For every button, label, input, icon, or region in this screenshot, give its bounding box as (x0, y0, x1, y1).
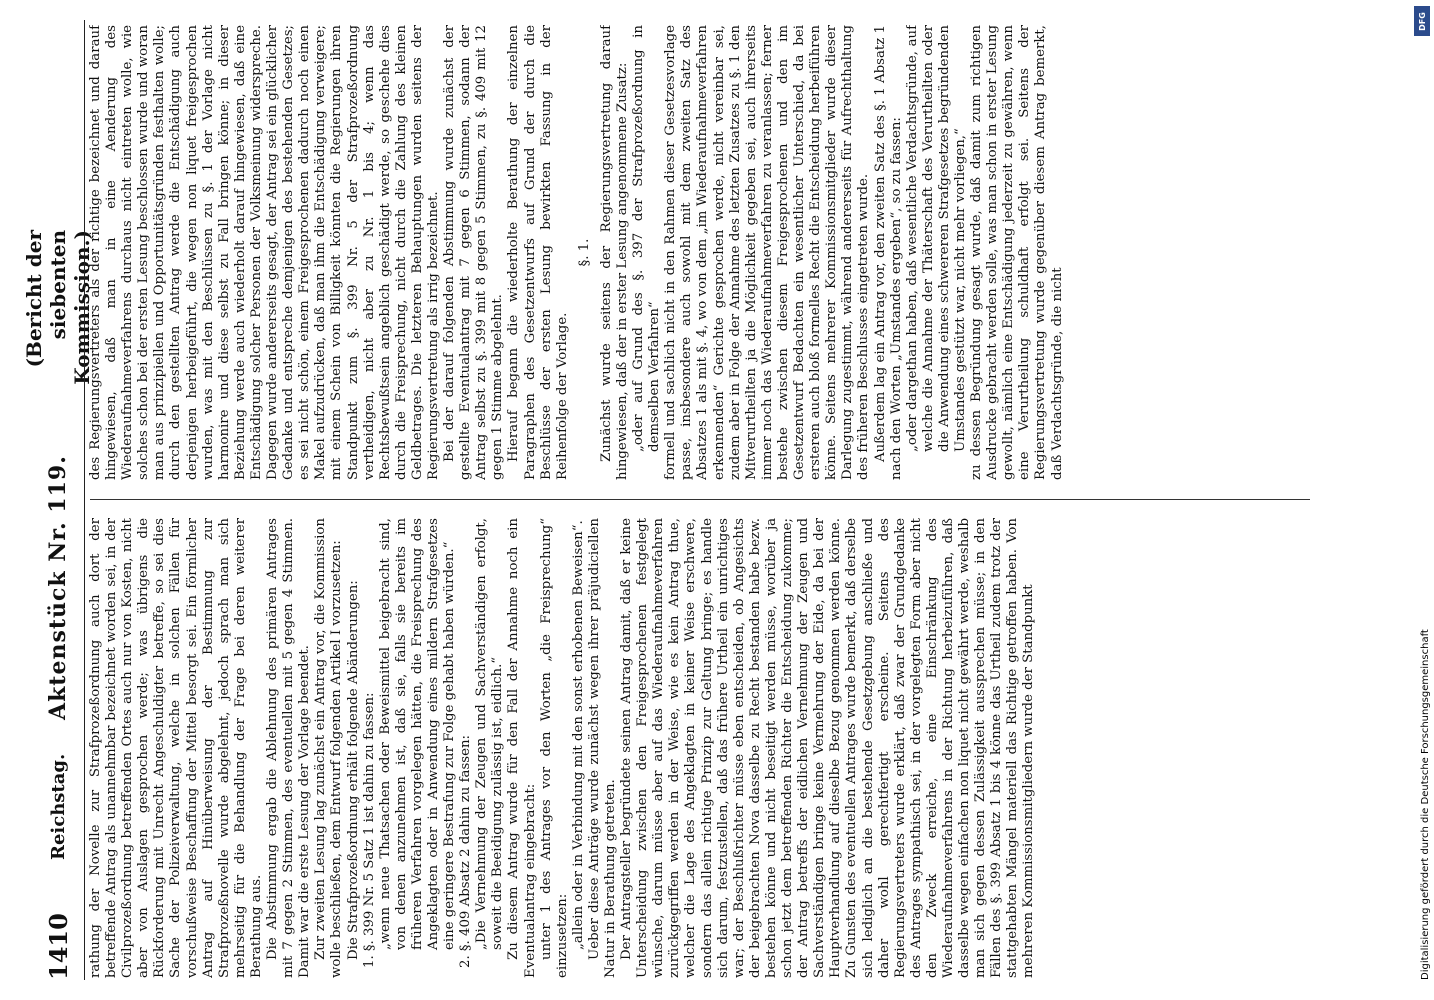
digitization-credit: Digitalisierung gefördert durch die Deutsche Forschungsgemeinschaft (1420, 629, 1431, 980)
left-column (88, 518, 1320, 978)
paragraph: „oder auf Grund des §. 397 der Strafprozeßordnung in demselben Verfahren“ (631, 25, 663, 452)
paragraph: Der Antragsteller begründete seinen Antrag damit, daß er keine Unterscheidung zwischen den Freigesprochenen festgelegt wünsche, darum müsse aber auf das Wiederaufnahmeverfahren zurückgegriffen werden in der Weise, wie es kein Antrag thue, welcher die Lage des Angeklagten in keiner Weise erschwere, sondern das allein richtige Prinzip zur Geltung bringe; es handle sich darum, festzustellen, daß das frühere Urtheil ein unrichtiges war; der Beschlußrichter müsse eben entscheiden, ob Angesichts der beigebrachten Nova dasselbe zu Recht bestanden habe bezw. bestehen könne und nicht beseitigt werden müsse, worüber ja schon jetzt dem betreffenden Richter die Entscheidung zukomme; der Antrag betreffs der eidlichen Vernehmung der Zeugen und Sachverständigen bringe keine Vermehrung der Eide, da bei der Hauptverhandlung auf dieselbe Bezug genommen werden könne. Zu Gunsten des eventuellen Antrages wurde bemerkt, daß derselbe sich lediglich an die bestehende Gesetzgebung anschließe und daher wohl gerechtfertigt erscheine. Seitens des Regierungsvertreters wurde erklärt, daß zwar der Grundgedanke des Antrages sympathisch sei, in der vorgelegten Form aber nicht den Zweck erreiche, eine Einschränkung des Wiederaufnahmeverfahrens in der Richtung herbeizuführen, daß dasselbe wegen einfachen non liquet nicht gewährt werde, weshalb man sich gegen dessen Zulässigkeit aussprechen müsse; in den Fällen des §. 399 Absatz 1 bis 4 könne das Urtheil zudem trotz der stattgehabten Mängel materiell das Richtige getroffen haben. Von mehreren Kommissionsmitgliedern wurde der Standpunkt (619, 518, 1037, 978)
paragraph: §. 1. (576, 238, 592, 267)
paragraph: Außerdem lag ein Antrag vor, den zweiten Satz des §. 1 Absatz 1 nach den Worten „Umstandes ergeben“, so zu fassen: (872, 25, 904, 480)
paragraph: Zunächst wurde seitens der Regierungsvertretung darauf hingewiesen, daß der in erster Lesung angenommene Zusatz: (598, 25, 630, 480)
paragraph: rathung der Novelle zur Strafprozeßordnung auch dort der betreffende Antrag als unannehmbar bezeichnet worden sei, in der Civilprozeßordnung betreffenden Ortes auch nur von Kosten, nicht aber von Auslagen gesprochen werde; was übrigens die Rückforderung mit Unrecht Angeschuldigter betreffe, so sei dies Sache der Polizeiverwaltung, welche in solchen Fällen für vorschußweise Beschaffung der Mittel besorgt sei. Ein förmlicher Antrag auf Hinüberweisung der Bestimmung zur Strafprozeßnovelle wurde abgelehnt, jedoch sprach man sich mehrseitig für die Behandlung der Frage bei deren weiterer Berathung aus. (88, 518, 264, 978)
header-center-title: Aktenstück Nr. 119. (45, 455, 71, 720)
header-left-title: Reichstag. (47, 753, 69, 860)
paragraph: Die Abstimmung ergab die Ablehnung des primären Antrages mit 7 gegen 2 Stimmen, des eventuellen mit 5 gegen 4 Stimmen. Damit war die erste Lesung der Vorlage beendet. (265, 518, 313, 978)
paragraph: formell und sachlich nicht in den Rahmen dieser Gesetzesvorlage passe, insbesondere auch sowohl mit dem zweiten Satz des Absatzes 1 als mit §. 4, wo von dem „im Wiederaufnahmeverfahren erkennenden“ Gerichte gesprochen werde, nicht vereinbar sei, zudem aber in Folge der Annahme des letzten Zusatzes zu §. 1 den Mitverurtheilten ja die Möglichkeit gegeben sei, auch ihrerseits immer noch das Wiederaufnahmeverfahren zu veranlassen; ferner bestehe zwischen diesem Freigesprochenen und den im Gesetzentwurf Bedachten ein wesentlicher Unterschied, da bei ersteren auch bloß formelles Recht die Entscheidung herbeiführen könne. Seitens mehrerer Kommissionsmitglieder wurde dieser Darlegung zugestimmt, während andererseits für Aufrechthaltung des früheren Beschlusses eingetreten wurde. (663, 25, 872, 480)
paragraph: Die Strafprozeßordnung erhält folgende Abänderungen: (345, 580, 361, 960)
paragraph: „oder dargethan haben, daß wesentliche Verdachtsgründe, auf welche die Annahme der Thäterschaft des Verurtheilten oder die Anwendung eines schwereren Strafgesetzes begründenden Umstandes gestützt war, nicht mehr vorliegen,“ (904, 25, 968, 452)
right-column (88, 25, 1320, 480)
dfg-logo-text: DFG (1417, 11, 1427, 31)
paragraph: Hierauf begann die wiederholte Berathung der einzelnen Paragraphen des Gesetzentwurfs auf Grund der durch die Beschlüsse der ersten Lesung bewirkten Fassung in der Reihenfolge der Vorlage. (506, 25, 570, 480)
paragraph: 2. §. 409 Absatz 2 dahin zu fassen: (458, 734, 474, 968)
paragraph: Bei der darauf folgenden Abstimmung wurde zunächst der gestellte Eventualantrag mit 7 gegen 6 Stimmen, sodann der Antrag selbst zu §. 399 mit 8 gegen 5 Stimmen, zu §. 409 mit 12 gegen 1 Stimme abgelehnt. (442, 25, 506, 480)
paragraph: 1. §. 399 Nr. 5 Satz 1 ist dahin zu fassen: (361, 692, 377, 968)
header-right-title: (Bericht der siebenten Kommission.) (22, 230, 94, 385)
page-header (22, 20, 94, 980)
paragraph: „Die Vernehmung der Zeugen und Sachverständigen erfolgt, soweit die Beeidigung zulässig ist, eidlich.“ (474, 518, 506, 950)
paragraph: „allein oder in Verbindung mit den sonst erhobenen Beweisen“. (570, 520, 586, 950)
paragraph: unter 1 des Antrages vor den Worten „die Freisprechung“ einzusetzen: (538, 518, 570, 978)
paragraph: zu dessen Begründung gesagt wurde, daß damit zum richtigen Ausdrucke gebracht werden solle, was man schon in erster Lesung gewollt, nämlich eine Entschädigung jederzeit zu gewähren, wenn eine Verurtheilung schuldhaft erfolgt sei. Seitens der Regierungsvertretung wurde gegenüber diesem Antrag bemerkt, daß Verdachtsgründe, die nicht (969, 25, 1065, 480)
column-divider (90, 499, 1310, 500)
paragraph: „wenn neue Thatsachen oder Beweismittel beigebracht sind, von denen anzunehmen ist, daß sie, falls sie bereits im früheren Verfahren vorgelegen hätten, die Freisprechung des Angeklagten oder in Anwendung eines mildern Strafgesetzes eine geringere Bestrafung zur Folge gehabt haben würden.“ (377, 518, 458, 950)
paragraph: des Regierungsvertreters als der richtige bezeichnet und darauf hingewiesen, daß man in eine Aenderung des Wiederaufnahmeverfahrens durchaus nicht eintreten wolle, wie solches schon bei der ersten Lesung beschlossen wurde und woran man aus prinzipiellen und Opportunitätsgründen festhalten wolle; durch den gestellten Antrag werde die Entschädigung auch derjenigen herbeigeführt, die wegen non liquet freigesprochen wurden, was mit den Beschlüssen zu §. 1 der Vorlage nicht harmonire und diese selbst zu Fall bringen könne; in dieser Beziehung werde auch wiederholt darauf hingewiesen, daß eine Entschädigung solcher Personen der Volksmeinung widerspreche. Dagegen wurde andererseits gesagt, der Antrag sei ein glücklicher Gedanke und entspreche demjenigen des bestehenden Gesetzes; es sei nicht schön, einem Freigesprochenen dadurch noch einen Makel aufzudrücken, daß man ihm die Entschädigung verweigere; mit einem Schein von Billigkeit könnten die Regierungen ihren Standpunkt zum §. 399 Nr. 5 der Strafprozeßordnung vertheidigen, nicht aber zu Nr. 1 bis 4; wenn das Rechtsbewußtsein angeblich geschädigt werde, so geschehe dies durch die Freisprechung, nicht durch die Zahlung des kleinen Geldbetrages. Die letzteren Behauptungen wurden seitens der Regierungsvertretung als irrig bezeichnet. (88, 25, 441, 480)
dfg-logo (1414, 6, 1430, 36)
paragraph: Zu diesem Antrag wurde für den Fall der Annahme noch ein Eventualantrag eingebracht: (506, 518, 538, 978)
paragraph: Zur zweiten Lesung lag zunächst ein Antrag vor, die Kommission wolle beschließen, dem Entwurf folgenden Artikel I vorzusetzen: (313, 518, 345, 978)
header-rule (84, 20, 85, 980)
paragraph: Ueber diese Anträge wurde zunächst wegen ihrer präjudiciellen Natur in Berathung getreten. (586, 518, 618, 978)
page-number: 1410 (43, 913, 73, 980)
